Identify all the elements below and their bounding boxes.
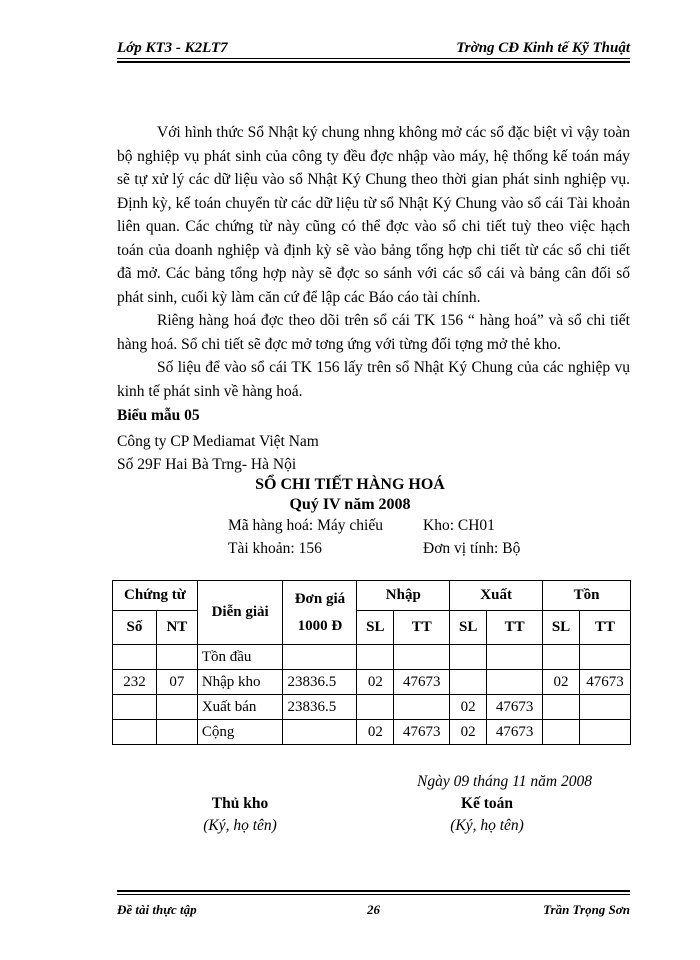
table-cell-desc: Cộng [197,720,283,745]
table-cell-price [283,645,357,670]
table-cell-in-qty: 02 [357,720,394,745]
form-label: Biểu mẫu 05 [117,407,200,424]
signature-note: (Ký, họ tên) [203,817,277,834]
header-unit-price [283,581,357,645]
table-cell-date: 07 [156,670,197,695]
table-cell-out-qty [450,670,487,695]
header-school: Trờng CĐ Kinh tế Kỹ Thuật [456,40,630,56]
table-cell-in-amt: 47673 [394,720,450,745]
table-cell-st-qty [543,645,580,670]
table-cell-date [156,695,197,720]
table-row [113,720,631,745]
page-number: 26 [367,902,380,917]
header-export-amount: TT [487,611,543,645]
page-header [117,38,630,60]
table-cell-out-amt: 47673 [487,720,543,745]
footer-rule [117,890,630,895]
table-cell-st-qty [543,695,580,720]
table-cell-out-amt [487,645,543,670]
unit: Đơn vị tính: Bộ [423,540,521,557]
header-stock-qty: SL [543,611,580,645]
ledger-table [112,580,631,745]
warehouse: Kho: CH01 [423,517,495,534]
table-cell-no [113,720,157,745]
header-voucher-no: Số [113,611,157,645]
page-footer [117,890,630,920]
signature-storekeeper [190,795,290,835]
company-address: Số 29F Hai Bà Trng- Hà Nội [117,456,297,473]
footer-author: Trần Trọng Sơn [543,902,630,917]
table-cell-out-amt: 47673 [487,695,543,720]
company-name: Công ty CP Mediamat Việt Nam [117,433,319,450]
table-cell-date [156,720,197,745]
header-voucher: Chứng từ [113,581,198,611]
table-row [113,645,631,670]
item-code: Mã hàng hoá: Máy chiếu [228,517,383,534]
table-cell-no: 232 [113,670,157,695]
table-cell-no [113,695,157,720]
table-cell-out-qty: 02 [450,720,487,745]
table-cell-st-amt: 47673 [579,670,630,695]
header-export: Xuất [450,581,543,611]
document-period: Quý IV năm 2008 [289,496,411,513]
table-cell-st-qty [543,720,580,745]
table-cell-st-amt [579,720,630,745]
header-import: Nhập [357,581,450,611]
header-description: Diễn giải [197,581,283,645]
table-cell-out-amt [487,670,543,695]
account: Tài khoản: 156 [228,540,322,557]
table-cell-in-amt [394,645,450,670]
table-cell-desc: Nhập kho [197,670,283,695]
header-voucher-date: NT [156,611,197,645]
header-import-amount: TT [394,611,450,645]
signature-accountant [437,795,537,835]
body-text [117,121,630,403]
table-cell-price: 23836.5 [283,695,357,720]
header-export-qty: SL [450,611,487,645]
table-cell-out-qty [450,645,487,670]
signature-role: Thủ kho [211,795,269,812]
header-unit-price-sub: 1000 Đ [297,617,343,634]
company-block [117,430,319,476]
table-cell-out-qty: 02 [450,695,487,720]
signature-note: (Ký, họ tên) [450,817,524,834]
paragraph: Với hình thức Sổ Nhật ký chung nhng không mở các sổ đặc biệt vì vậy toàn bộ nghiệp vụ phát sinh của công ty đều đợc nhập vào máy, hệ thống kế toán máy sẽ tự xử lý các dữ liệu vào sổ Nhật Ký Chung theo thời gian phát sinh nghiệp vụ. Định kỳ, kế toán chuyển từ các dữ liệu từ sổ Nhật Ký Chung vào sổ cái Tài khoản liên quan. Các chứng từ này cũng có thể đợc vào sổ chi tiết tuỳ theo việc hạch toán của doanh nghiệp và định kỳ sẽ vào bảng tổng hợp chi tiết từ các sổ chi tiết đã mở. Các bảng tổng hợp này sẽ đợc so sánh với các sổ cái và bảng cân đối số phát sinh, cuối kỳ làm căn cứ để lập các Báo cáo tài chính. [117,124,630,306]
date-line: Ngày 09 tháng 11 năm 2008 [417,773,592,790]
table-cell-st-qty: 02 [543,670,580,695]
header-stock: Tồn [543,581,631,611]
header-rule [117,58,630,63]
header-stock-amount: TT [579,611,630,645]
table-cell-in-amt: 47673 [394,670,450,695]
table-cell-st-amt [579,645,630,670]
table-cell-date [156,645,197,670]
table-row [113,695,631,720]
table-cell-st-amt [579,695,630,720]
header-unit-price-label: Đơn giá [294,590,346,607]
table-cell-in-qty: 02 [357,670,394,695]
table-cell-no [113,645,157,670]
document-title: SỔ CHI TIẾT HÀNG HOÁ [255,476,445,493]
table-cell-price: 23836.5 [283,670,357,695]
table-row [113,670,631,695]
table-cell-price [283,720,357,745]
header-class: Lớp KT3 - K2LT7 [117,40,228,56]
footer-topic: Đề tài thực tập [117,902,197,917]
paragraph: Số liệu để vào sổ cái TK 156 lấy trên sổ Nhật Ký Chung của các nghiệp vụ kinh tế phát sinh về hàng hoá. [117,359,630,400]
table-cell-desc: Xuất bán [197,695,283,720]
header-import-qty: SL [357,611,394,645]
paragraph: Riêng hàng hoá đợc theo dõi trên sổ cái TK 156 “ hàng hoá” và sổ chi tiết hàng hoá. Sổ chi tiết sẽ đợc mở tơng ứng với từng đối tợng mở thẻ kho. [117,312,630,353]
table-cell-in-qty [357,645,394,670]
table-cell-in-amt [394,695,450,720]
table-cell-in-qty [357,695,394,720]
table-cell-desc: Tồn đầu [197,645,283,670]
signature-role: Kế toán [460,795,514,812]
